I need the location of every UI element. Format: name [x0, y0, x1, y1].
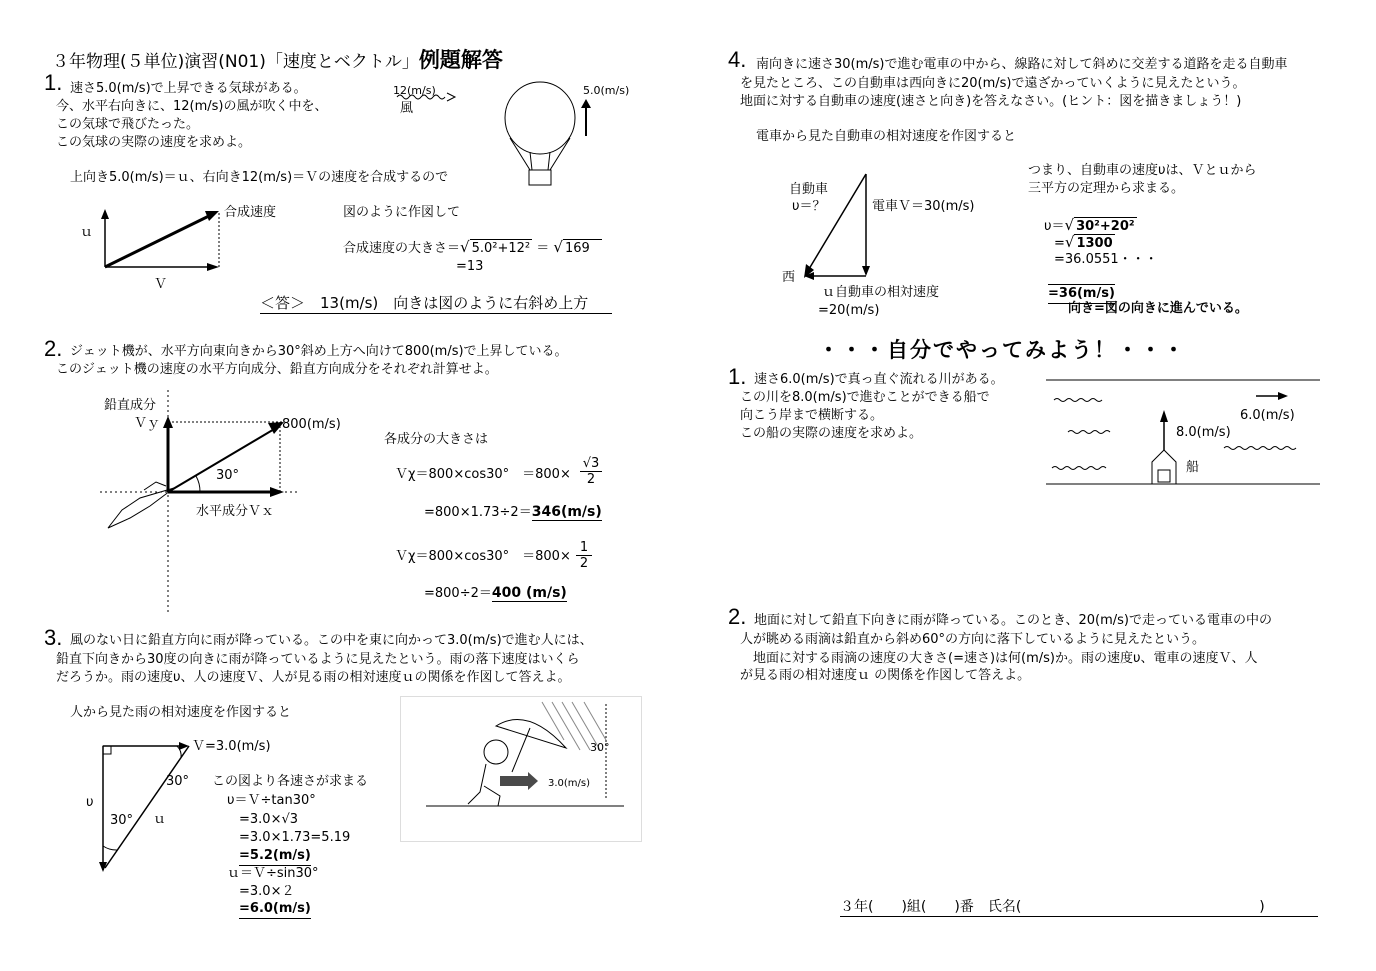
q2-label-speed: 800(m/s): [282, 417, 341, 432]
q1-magnitude: 合成速度の大きさ＝√ 5.0²+12² ＝ √ 169: [343, 238, 602, 258]
q4-calc1-root: 30²+20²: [1076, 219, 1135, 234]
q4-calc-2: =√ 1300: [1054, 233, 1113, 251]
q1-mag-eq: ＝: [536, 241, 550, 256]
q2-vy-fraction: [576, 540, 592, 571]
q4-calc2-prefix: =: [1054, 236, 1065, 251]
q4-explain-1: つまり、自動車の速度υは、Ｖとｕから: [1028, 163, 1257, 178]
q2-line-1: ジェット機が、水平方向東向きから30°斜め上方へ向けて800(m/s)で上昇している。: [70, 344, 568, 359]
q1-balloon-speed: 5.0(m/s): [583, 84, 630, 97]
q4-label-rel: ｕ自動車の相対速度: [822, 285, 940, 300]
q4-note: 電車から見た自動車の相対速度を作図すると: [756, 129, 1017, 144]
q3-line-2: 鉛直下向きから30度の向きに雨が降っているように見えたという。雨の落下速度はいくら: [56, 652, 580, 667]
q1-draw-note: 図のように作図して: [343, 205, 461, 220]
p1-number: 1.: [728, 364, 747, 389]
q3-pic-angle: 30°: [590, 741, 610, 754]
p1-line-1: 速さ6.0(m/s)で真っ直ぐ流れる川がある。: [754, 372, 1004, 387]
q2-vx-frac-num: √3: [580, 456, 602, 472]
q4-line-1: 南向きに速さ30(m/s)で進む電車の中から、線路に対して斜めに交差する道路を走る自動車: [756, 57, 1288, 72]
q1-mag-root1: 5.0²+12²: [471, 241, 531, 256]
page-title: [52, 44, 503, 74]
q2-vx-text: Ｖχ＝800×cos30° ＝800×: [395, 467, 571, 482]
name-field[interactable]: ３年( )組( )番 氏名( ): [840, 896, 1318, 917]
q2-vx-answer: 346(m/s): [531, 504, 602, 520]
q3-label-30a: 30°: [110, 813, 134, 828]
q1-line-2: 今、水平右向きに、12(m/s)の風が吹く中を、: [56, 99, 328, 114]
q3-label-v: Ｖ=3.0(m/s): [192, 739, 271, 754]
q4-calc1-prefix: υ＝: [1044, 219, 1065, 234]
q4-calc-3: =36.0551・・・: [1054, 252, 1158, 267]
p2-line-2: 人が眺める雨滴は鉛直から斜め60°の方向に落下しているように見えたという。: [740, 632, 1206, 647]
q2-vx-frac-den: 2: [586, 472, 596, 487]
q2-vy-frac-den: 2: [579, 556, 589, 571]
q1-line-1: 速さ5.0(m/s)で上昇できる気球がある。: [70, 81, 307, 96]
q2-label-vy: Ｖｙ: [134, 416, 161, 431]
q4-line-3: 地面に対する自動車の速度(速さと向き)を答えなさい。(ヒント：図を描きましょう！): [740, 94, 1242, 109]
q4-label-train: 電車Ｖ＝30(m/s): [872, 199, 975, 214]
p1-river-speed: 6.0(m/s): [1240, 408, 1295, 423]
p2-number: 2.: [728, 604, 747, 629]
q4-explain-2: 三平方の定理から求まる。: [1028, 181, 1185, 196]
q4-label-car2: υ＝？: [792, 199, 826, 214]
q1-label-v: Ｖ: [154, 277, 168, 292]
q2-vy-text: Ｖχ＝800×cos30° ＝800×: [395, 549, 571, 564]
q1-label-resultant: 合成速度: [224, 205, 277, 220]
p2-line-1: 地面に対して鉛直下向きに雨が降っている。このとき、20(m/s)で走っている電車の中の: [754, 613, 1272, 628]
q1-number: 1.: [44, 70, 63, 95]
q2-comp-title: 各成分の大きさは: [384, 432, 489, 447]
p1-line-4: この船の実際の速度を求めよ。: [740, 426, 923, 441]
q2-vy-calc: [424, 584, 567, 603]
practice-banner: ・・・自分でやってみよう！・・・: [818, 338, 1186, 362]
up-arrow-icon: [580, 98, 592, 138]
q1-wind-label: 風: [400, 101, 414, 116]
q2-vy-line: [395, 548, 571, 566]
q3-calc-4: =5.2(m/s): [239, 847, 311, 866]
p2-line-3: 地面に対する雨滴の速度の大きさ(=速さ)は何(m/s)か。雨の速度υ、電車の速度Ｖ、人: [740, 651, 1258, 666]
q4-calc2-root: 1300: [1076, 236, 1113, 251]
q2-label-angle: 30°: [216, 468, 240, 483]
q3-label-30b: 30°: [166, 774, 190, 789]
q4-number: 4.: [728, 47, 747, 72]
q3-calc-2: =3.0×√3: [239, 812, 299, 827]
q2-vy-answer: 400 (m/s): [491, 585, 567, 601]
q1-wind-speed: 12(m/s): [393, 84, 436, 97]
q2-label-vertical: 鉛直成分: [104, 398, 157, 413]
q3-calc-1: υ＝Ｖ÷tan30°: [227, 793, 316, 808]
q3-label-upsilon: υ: [86, 795, 94, 810]
q2-vx-calc: [424, 503, 602, 522]
q4-label-car: 自動車: [789, 182, 829, 197]
q4-answer-1: =36(m/s): [1048, 284, 1115, 304]
p1-boat-label: 船: [1186, 460, 1200, 475]
q1-vector-diagram: [95, 205, 230, 275]
q3-triangle-diagram: [95, 738, 195, 878]
q4-line-2: を見たところ、この自動車は西向きに20(m/s)で遠ざかっていくように見えたという。: [740, 76, 1246, 91]
p1-line-3: 向こう岸まで横断する。: [740, 408, 884, 423]
q2-label-horizontal: 水平成分Ｖｘ: [196, 504, 275, 519]
q3-label-u: ｕ: [153, 812, 167, 827]
q1-explain: 上向き5.0(m/s)＝ｕ、右向き12(m/s)＝Ｖの速度を合成するので: [70, 170, 449, 185]
q2-line-2: このジェット機の速度の水平方向成分、鉛直方向成分をそれぞれ計算せよ。: [56, 362, 498, 377]
q2-vx-calc-text: =800×1.73÷2＝: [424, 505, 532, 520]
q4-label-west: 西: [782, 270, 796, 285]
umbrella-person-icon: [400, 696, 640, 840]
q3-calc-0: この図より各速さが求まる: [212, 774, 369, 789]
q1-mag-prefix: 合成速度の大きさ＝: [343, 241, 461, 256]
q1-answer: ＜答＞ 13(m/s) 向きは図のように右斜め上方: [260, 292, 612, 314]
q1-line-3: この気球で飛びたった。: [56, 117, 200, 132]
q2-vx-line: [395, 466, 571, 484]
balloon-icon: [500, 80, 580, 190]
p1-boat-speed: 8.0(m/s): [1176, 425, 1231, 440]
title-main: ３年物理(５単位)演習(N01)「速度とベクトル」: [52, 52, 419, 72]
q3-line-1: 風のない日に鉛直方向に雨が降っている。この中を東に向かって3.0(m/s)で進む人には、: [70, 633, 593, 648]
q1-mag-result: =13: [456, 259, 484, 274]
q3-number: 3.: [44, 625, 63, 650]
q1-line-4: この気球の実際の速度を求めよ。: [56, 135, 252, 150]
p1-line-2: この川を8.0(m/s)で進むことができる船で: [740, 390, 990, 405]
q4-calc-1: υ＝√ 30²+20²: [1044, 216, 1135, 234]
q1-mag-root2: 169: [563, 239, 602, 258]
q2-vy-frac-num: 1: [576, 540, 592, 556]
q3-line-3: だろうか。雨の速度υ、人の速度Ｖ、人が見る雨の相対速度ｕの関係を作図して答えよ。: [56, 670, 571, 685]
q2-number: 2.: [44, 336, 63, 361]
q2-vx-fraction: [580, 456, 602, 487]
q3-note: 人から見た雨の相対速度を作図すると: [70, 705, 292, 720]
q2-vy-calc-text: =800÷2＝: [424, 586, 492, 601]
q4-label-rel2: =20(m/s): [818, 303, 880, 318]
q3-calc-6: =3.0×２: [239, 884, 295, 899]
q3-pic-speed: 3.0(m/s): [548, 778, 591, 789]
p2-line-4: が見る雨の相対速度ｕ の関係を作図して答えよ。: [740, 668, 1031, 683]
q3-calc-3: =3.0×1.73=5.19: [239, 830, 351, 845]
q4-answer-2: 向き=図の向きに進んでいる。: [1068, 301, 1248, 316]
title-emphasis: 例題解答: [418, 48, 503, 72]
q3-calc-5: ｕ＝Ｖ÷sin30°: [227, 866, 319, 881]
q3-calc-7: =6.0(m/s): [239, 900, 311, 919]
q1-label-u: ｕ: [80, 225, 94, 240]
